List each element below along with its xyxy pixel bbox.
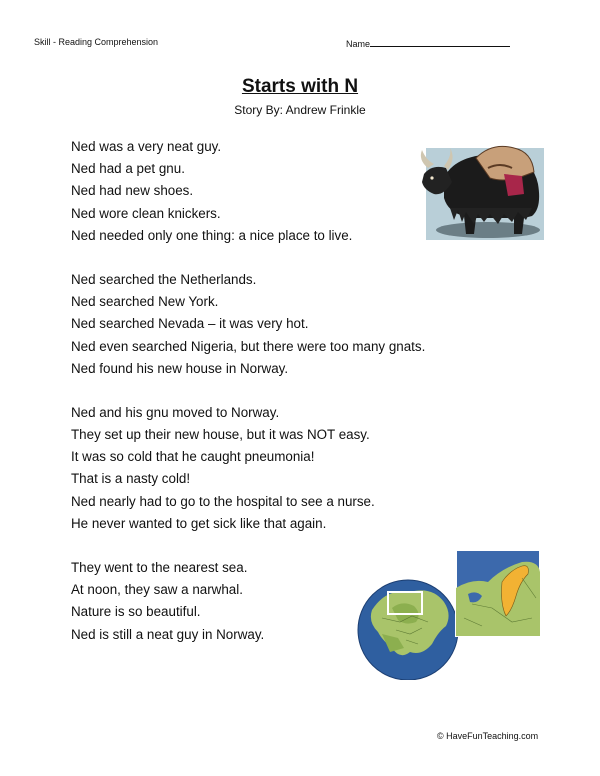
skill-label: Skill - Reading Comprehension xyxy=(34,37,159,47)
story-byline: Story By: Andrew Frinkle xyxy=(234,103,366,117)
story-line: Ned nearly had to go to the hospital to see a nurse. xyxy=(71,493,375,509)
story-line: Ned found his new house in Norway. xyxy=(71,360,289,376)
story-line: Ned had new shoes. xyxy=(71,183,194,199)
name-field xyxy=(346,37,510,49)
norway-map-illustration xyxy=(352,548,542,680)
footer-copyright: © HaveFunTeaching.com xyxy=(437,731,539,741)
story-line: Ned searched New York. xyxy=(71,294,219,310)
story-line: Ned is still a neat guy in Norway. xyxy=(71,626,265,642)
story-line: At noon, they saw a narwhal. xyxy=(71,582,243,598)
name-blank-line xyxy=(370,37,510,47)
story-line: Ned searched the Netherlands. xyxy=(71,271,257,287)
story-line: They went to the nearest sea. xyxy=(71,560,248,575)
paragraph-3 xyxy=(71,402,425,535)
paragraph-1 xyxy=(71,136,425,247)
paragraph-2 xyxy=(71,269,425,380)
story-line: Ned was a very neat guy. xyxy=(71,139,222,154)
story-line: Ned wore clean knickers. xyxy=(71,205,221,221)
page-title: Starts with N xyxy=(241,76,359,97)
story-line: Ned had a pet gnu. xyxy=(71,161,185,177)
name-label: Name xyxy=(346,39,371,49)
story-line: That is a nasty cold! xyxy=(71,471,191,487)
story-line: Ned even searched Nigeria, but there were too many gnats. xyxy=(71,338,426,354)
story-line: Nature is so beautiful. xyxy=(71,604,201,620)
story-line: He never wanted to get sick like that again. xyxy=(71,515,327,531)
story-line: It was so cold that he caught pneumonia! xyxy=(71,449,315,465)
story-line: Ned searched Nevada – it was very hot. xyxy=(71,316,309,332)
story-line: They set up their new house, but it was NOT easy. xyxy=(71,427,370,443)
story-line: Ned and his gnu moved to Norway. xyxy=(71,404,280,420)
gnu-illustration xyxy=(414,138,544,240)
story-line: Ned needed only one thing: a nice place to live. xyxy=(71,227,353,243)
